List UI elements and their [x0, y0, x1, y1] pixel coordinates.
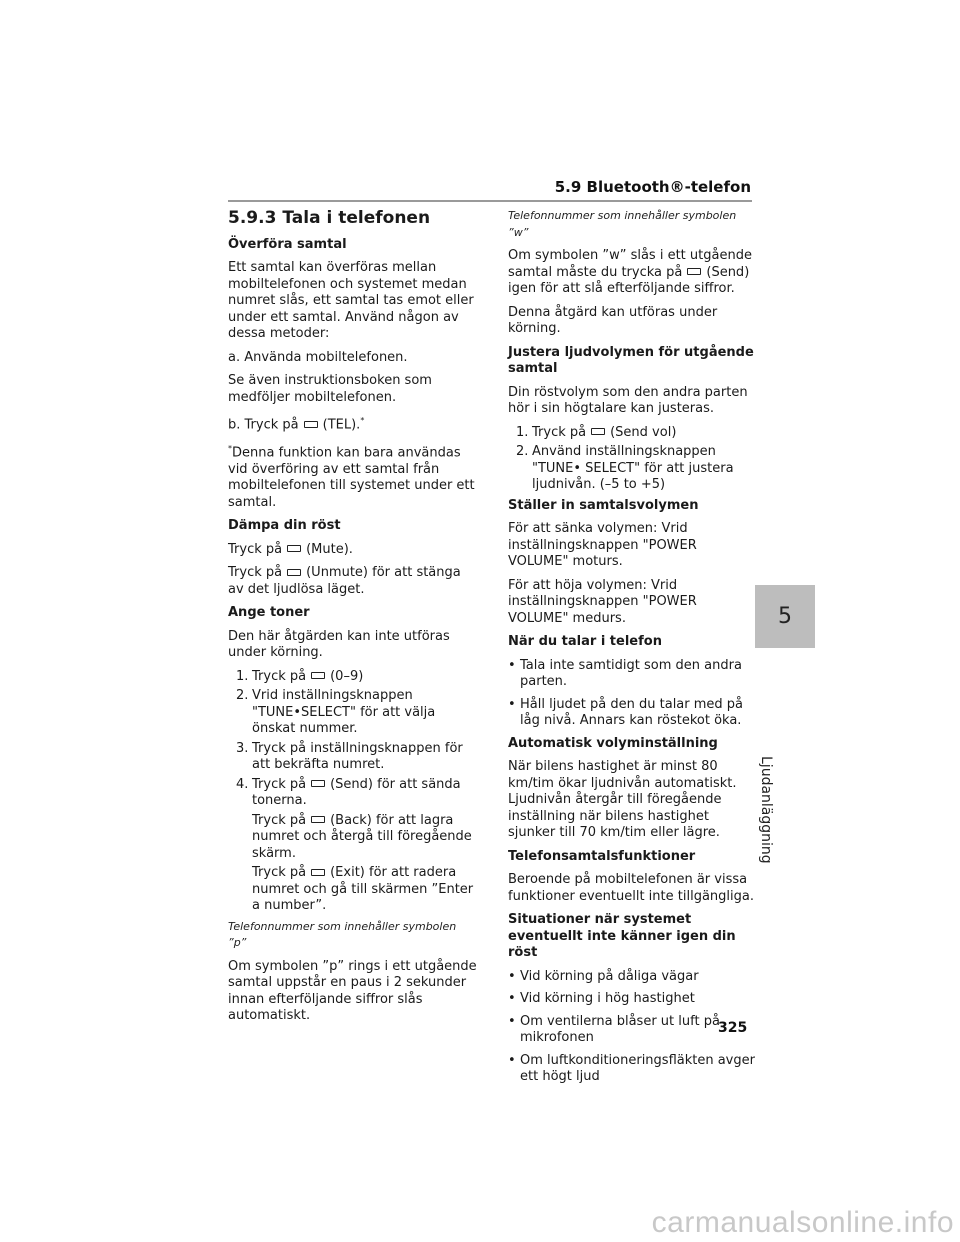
heading-talking: När du talar i telefon	[508, 634, 662, 649]
footnote-text: Denna funktion kan bara användas vid överföring av ett samtal från mobiltelefonen till systemet under ett samtal.	[228, 445, 475, 510]
heading-mute: Dämpa din röst	[228, 518, 341, 534]
paragraph-tones: Den här åtgärden kan inte utföras under körning.	[228, 628, 450, 661]
paragraph-unmute	[228, 565, 478, 598]
paragraph-w-symbol	[508, 248, 758, 298]
text: (Send) för att sända tonerna.	[252, 776, 461, 809]
paragraph-lower-volume: För att sänka volymen: Vrid inställningsknappen "POWER VOLUME" moturs.	[508, 521, 697, 569]
step-continuation-back	[228, 813, 478, 863]
italic-heading-w: Telefonnummer som innehåller symbolen ”w”	[508, 209, 737, 239]
page-header-title: 5.9 Bluetooth®-telefon	[554, 178, 751, 196]
step-number: 1.	[236, 668, 249, 684]
heading-transfer: Överföra samtal	[228, 236, 347, 252]
italic-heading-p: Telefonnummer som innehåller symbolen ”p”	[228, 919, 457, 950]
list-item-text: Vid körning på dåliga vägar	[520, 968, 699, 984]
button-icon	[311, 869, 325, 876]
header-rule	[228, 200, 752, 202]
paragraph-auto-volume: När bilens hastighet är minst 80 km/tim ökar ljudnivån automatiskt. Ljudnivån återgår till föregående inställning när bilens hastighet sjunker till 70 km/tim eller lägre.	[508, 759, 737, 840]
list-item	[508, 658, 758, 691]
paragraph-functions: Beroende på mobiltelefonen är vissa funktioner eventuellt inte tillgängliga.	[508, 872, 754, 904]
step-number: 3.	[236, 740, 249, 756]
chapter-tab: 5	[755, 585, 815, 648]
heading-volume: Justera ljudvolymen för utgående samtal	[508, 344, 754, 376]
heading-situations: Situationer när systemet eventuellt inte känner igen din röst	[508, 912, 736, 960]
step-number: 1.	[516, 424, 529, 440]
section-number: 5.9.3	[228, 208, 277, 228]
step-number: 4.	[236, 776, 249, 792]
text: (Send vol)	[610, 424, 677, 440]
paragraph-method-a: a. Använda mobiltelefonen.	[228, 349, 408, 365]
step-number: 2.	[236, 688, 249, 704]
text: b. Tryck på	[228, 417, 299, 433]
talking-list	[508, 658, 758, 730]
button-icon	[591, 428, 605, 435]
list-item-text: Om luftkonditioneringsfläkten avger ett högt ljud	[520, 1052, 755, 1084]
text: Tryck på	[252, 812, 307, 828]
text: (Mute).	[306, 541, 353, 557]
text: Tryck på	[252, 776, 307, 792]
paragraph-volume: Din röstvolym som den andra parten hör i sin högtalare kan justeras.	[508, 384, 748, 416]
text: (Back) för att lagra numret och återgå till föregående skärm.	[252, 812, 472, 861]
right-column	[508, 208, 758, 1092]
watermark: carmanualsonline.info	[651, 1206, 954, 1239]
button-icon	[311, 672, 325, 679]
chapter-label	[758, 660, 792, 864]
list-item-text: Tala inte samtidigt som den andra parten.	[520, 657, 742, 689]
step-text	[252, 669, 478, 686]
section-title	[228, 210, 478, 227]
paragraph-see-manual: Se även instruktionsboken som medföljer mobiltelefonen.	[228, 373, 432, 405]
heading-functions: Telefonsamtalsfunktioner	[508, 848, 696, 864]
step-continuation-exit	[228, 865, 478, 915]
heading-tones: Ange toner	[228, 605, 310, 621]
list-item	[228, 688, 478, 738]
paragraph-transfer: Ett samtal kan överföras mellan mobiltelefonen och systemet medan numret slås, ett samtal tas emot eller under ett samtal. Använd någon av dessa metoder:	[228, 260, 474, 341]
step-text: Tryck på inställningsknappen för att bekräfta numret.	[252, 740, 463, 773]
paragraph-driving: Denna åtgärd kan utföras under körning.	[508, 304, 718, 336]
list-item	[508, 1053, 758, 1086]
step-text: Använd inställningsknappen "TUNE• SELECT" för att justera ljudnivån. (–5 to +5)	[532, 444, 734, 492]
text: Tryck på	[228, 541, 283, 557]
section-title-text: Tala i telefonen	[282, 208, 431, 228]
step-text	[252, 777, 478, 810]
chapter-label-text: Ljudanläggning	[758, 756, 774, 864]
button-icon	[304, 421, 318, 428]
text: Tryck på	[532, 424, 587, 440]
paragraph-mute	[228, 542, 478, 559]
list-item-text: Om ventilerna blåser ut luft på mikrofonen	[520, 1013, 720, 1045]
bullet: •	[508, 1013, 516, 1029]
text: (Send) igen för att slå efterföljande siffror.	[508, 264, 750, 296]
footnote-mark: *	[228, 443, 232, 453]
step-text: Vrid inställningsknappen "TUNE•SELECT" för att välja önskat nummer.	[252, 688, 436, 737]
list-item	[508, 991, 758, 1008]
button-icon	[311, 780, 325, 787]
bullet: •	[508, 968, 516, 984]
list-item	[508, 697, 758, 730]
bullet: •	[508, 991, 516, 1006]
step-text	[532, 425, 758, 442]
bullet: •	[508, 696, 516, 712]
list-item	[508, 444, 758, 494]
volume-steps	[508, 425, 758, 494]
button-icon	[287, 545, 301, 552]
left-column	[228, 208, 478, 1032]
bullet: •	[508, 1052, 516, 1068]
bullet: •	[508, 657, 516, 673]
text: Tryck på	[252, 668, 307, 684]
button-icon	[687, 268, 701, 275]
paragraph-method-b	[228, 413, 478, 434]
list-item-text: Håll ljudet på den du talar med på låg nivå. Annars kan röstekot öka.	[520, 696, 744, 728]
text: (Unmute) för att stänga av det ljudlösa läget.	[228, 565, 461, 597]
tone-steps	[228, 669, 478, 915]
heading-call-volume: Ställer in samtalsvolymen	[508, 497, 699, 513]
list-item	[228, 777, 478, 810]
text: Om symbolen ”w” slås i ett utgående samtal måste du trycka på	[508, 248, 752, 280]
text: (0–9)	[330, 668, 364, 684]
step-number: 2.	[516, 444, 529, 459]
text: (Exit) för att radera numret och gå till skärmen ”Enter a number”.	[252, 865, 474, 914]
text: Tryck på	[252, 865, 307, 881]
text: (TEL).	[322, 417, 361, 433]
heading-auto-volume: Automatisk volyminställning	[508, 735, 718, 751]
list-item	[508, 969, 758, 986]
list-item	[228, 669, 478, 686]
footnote-mark: *	[360, 416, 365, 425]
list-item-text: Vid körning i hög hastighet	[520, 991, 695, 1006]
text: Tryck på	[228, 565, 283, 581]
list-item	[508, 425, 758, 442]
footnote	[228, 441, 478, 511]
list-item	[228, 741, 478, 774]
button-icon	[287, 569, 301, 576]
paragraph-p-symbol: Om symbolen ”p” rings i ett utgående samtal uppstår en paus i 2 sekunder innan efterföljande siffror slås automatiskt.	[228, 958, 477, 1024]
paragraph-raise-volume: För att höja volymen: Vrid inställningsknappen "POWER VOLUME" medurs.	[508, 577, 697, 626]
page-number: 325	[718, 1020, 748, 1036]
button-icon	[311, 816, 325, 823]
